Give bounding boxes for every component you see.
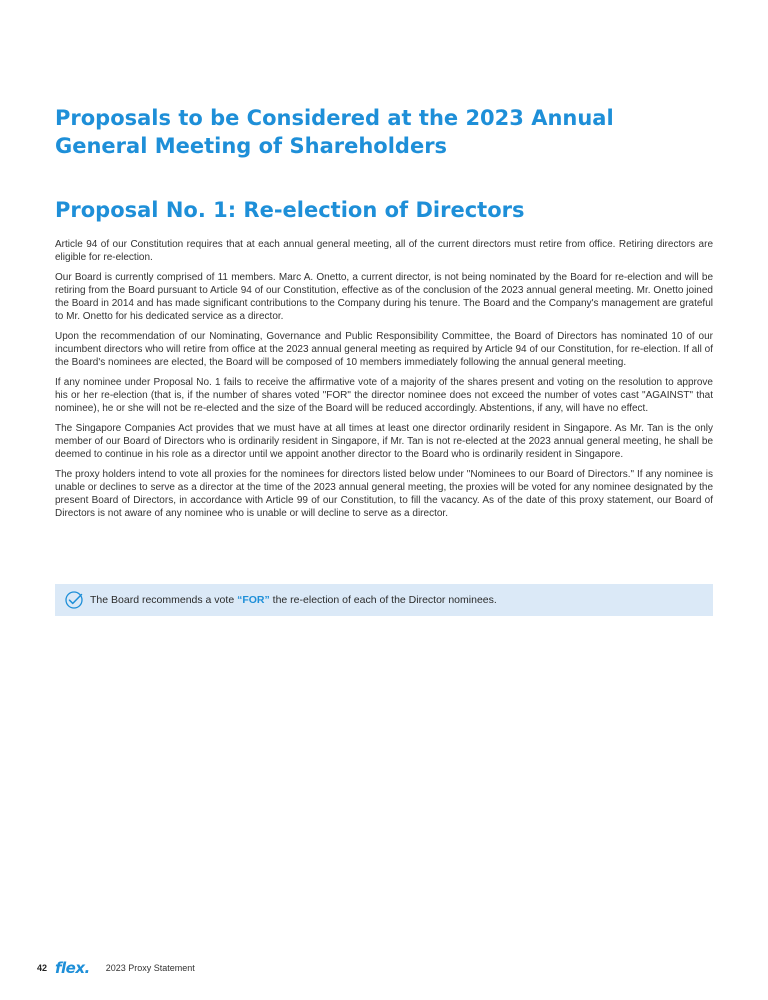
flex-logo: flex.: [55, 959, 90, 977]
board-recommendation-callout: [55, 584, 713, 616]
recommendation-prefix: The Board recommends a vote: [90, 594, 235, 606]
check-circle-icon: [64, 590, 84, 610]
paragraph: Article 94 of our Constitution requires that at each annual general meeting, all of the current directors must retire from office. Retiring directors are eligible for re-election.: [55, 239, 713, 263]
page-footer: [37, 958, 195, 978]
recommendation-text: [90, 594, 497, 606]
paragraph: Upon the recommendation of our Nominating, Governance and Public Responsibility Committee, the Board of Directors has nominated 10 of our incumbent directors who will retire from office at the 2023 annual general meeting as required by Article 94 of our Constitution, for re-election. If all of the Board's nominees are elected, the Board will be composed of 10 members immediately following the annual general meeting.: [55, 331, 713, 368]
proposal-body: [55, 238, 713, 527]
page-number: 42: [37, 963, 48, 973]
page-content: [55, 0, 713, 1000]
paragraph: If any nominee under Proposal No. 1 fails to receive the affirmative vote of a majority of the shares present and voting on the resolution to approve his or her re-election (that is, if the number of shares voted "FOR" the director nominee does not exceed the number of votes cast "AGAINST" that nominee), he or she will not be re-elected and the size of the Board will be reduced accordingly. Abstentions, if any, will have no effect.: [55, 377, 713, 414]
recommendation-vote: “FOR”: [237, 594, 270, 606]
paragraph: The Singapore Companies Act provides that we must have at all times at least one director ordinarily resident in Singapore. As Mr. Tan is the only member of our Board of Directors who is ordinarily resident in Singapore, if Mr. Tan is not re-elected at the 2023 annual general meeting, he shall be deemed to continue in his role as a director until we appoint another director to the Board who is ordinarily resident in Singapore.: [55, 423, 713, 460]
proposal-title: Proposal No. 1: Re-election of Directors: [55, 198, 525, 222]
paragraph: The proxy holders intend to vote all proxies for the nominees for directors listed below under "Nominees to our Board of Directors." If any nominee is unable or declines to serve as a director at the time of the 2023 annual general meeting, the proxies will be voted for any nominee designated by the present Board of Directors, in accordance with Article 99 of our Constitution, to fill the vacancy. As of the date of this proxy statement, our Board of Directors is not aware of any nominee who is unable or will decline to serve as a director.: [55, 469, 713, 519]
recommendation-suffix: the re-election of each of the Director nominees.: [272, 594, 497, 606]
document-title: 2023 Proxy Statement: [105, 963, 195, 973]
paragraph: Our Board is currently comprised of 11 members. Marc A. Onetto, a current director, is not being nominated by the Board for re-election and will be retiring from the Board pursuant to Article 94 of our Constitution, effective as of the conclusion of the 2023 annual general meeting. Mr. Onetto joined the Board in 2014 and has made significant contributions to the Company during his tenure. The Board and the Company's management are grateful to Mr. Onetto for his dedicated service as a director.: [55, 272, 713, 322]
page-title: Proposals to be Considered at the 2023 Annual General Meeting of Shareholders: [55, 106, 614, 158]
